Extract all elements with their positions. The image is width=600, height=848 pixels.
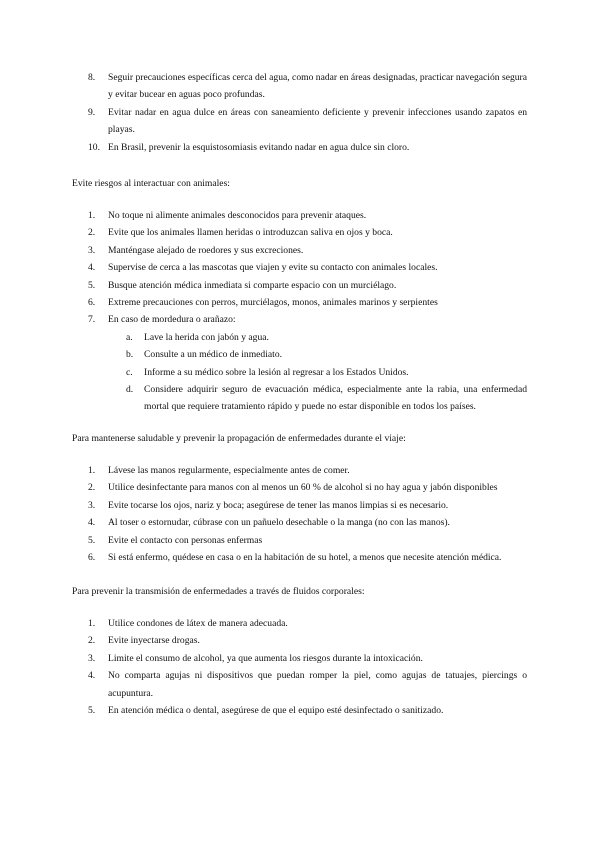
list-item-text: Lávese las manos regularmente, especialmente antes de comer. [108,465,350,476]
sub-list-item [0,381,600,416]
list-item-text: Evite inyectarse drogas. [108,635,200,647]
list-number: 4. [88,262,96,274]
sub-list-letter: c. [126,366,133,378]
list-item [0,549,600,566]
list-number: 10. [88,141,100,153]
list-item [0,104,600,139]
list-number: 6. [88,297,96,309]
list-item [0,69,600,104]
list-number: 6. [88,552,96,564]
sub-list-letter: a. [126,331,133,343]
list-item [0,277,600,294]
list-number: 9. [88,106,96,118]
list-item [0,497,600,514]
list-number: 2. [88,227,96,239]
list-item [0,632,600,649]
list-item-text: Utilice desinfectante para manos con al menos un 60 % de alcohol si no hay agua y jabón disponibles [108,482,498,494]
list-item [0,615,600,632]
sub-list-item [0,329,600,346]
list-item-text: Busque atención médica inmediata si comparte espacio con un murciélago. [108,279,397,291]
list-item-text: Manténgase alejado de roedores y sus excreciones. [108,244,304,256]
list-item-text: Evite el contacto con personas enfermas [108,534,263,546]
sub-list-item-text: Consulte a un médico de inmediato. [144,349,283,361]
list-item-text: No comparta agujas ni dispositivos que puedan romper la piel, como agujas de tatuajes, piercings o acupuntura. [108,670,527,699]
animal-risks-list [0,207,600,416]
sub-list-letter: b. [126,349,134,361]
sub-list-item-text: Lave la herida con jabón y agua. [144,331,269,343]
heading-healthy: Para mantenerse saludable y prevenir la propagación de enfermedades durante el viaje: [72,433,406,444]
list-number: 4. [88,517,96,529]
sub-list-item-text: Informe a su médico sobre la lesión al regresar a los Estados Unidos. [144,366,409,378]
list-item [0,311,600,328]
list-number: 1. [88,465,96,476]
list-item [0,207,600,224]
list-item-text: En caso de mordedura o arañazo: [108,314,236,326]
list-item [0,667,600,702]
list-number: 4. [88,670,96,682]
list-item-text: En atención médica o dental, asegúrese de que el equipo esté desinfectado o sanitizado. [108,705,444,717]
list-item-text: Seguir precauciones específicas cerca del agua, como nadar en áreas designadas, practicar navegación segura y evitar bucear en aguas poco profundas. [108,72,527,101]
sub-list-item-text: Considere adquirir seguro de evacuación médica, especialmente ante la rabia, una enfermedad mortal que requiere tratamiento rápido y puede no estar disponible en todos los países. [144,384,527,413]
list-number: 7. [88,314,96,326]
list-item-text: Extreme precauciones con perros, murciélagos, monos, animales marinos y serpientes [108,297,438,309]
list-item [0,514,600,531]
list-item [0,532,600,549]
list-number: 1. [88,210,96,221]
list-number: 3. [88,652,96,664]
list-item-text: Evite que los animales llamen heridas o introduzcan saliva en ojos y boca. [108,227,393,239]
list-item-text: Si está enfermo, quédese en casa o en la habitación de su hotel, a menos que necesite atención médica. [108,552,502,564]
list-item-text: Utilice condones de látex de manera adecuada. [108,618,288,629]
list-item [0,462,600,479]
list-item [0,242,600,259]
sub-list-letter: d. [126,384,134,396]
list-item [0,224,600,241]
list-item [0,259,600,276]
heading-animals: Evite riesgos al interactuar con animales: [72,178,230,189]
list-number: 3. [88,499,96,511]
water-safety-list [0,69,600,156]
healthy-travel-list [0,462,600,566]
list-number: 8. [88,72,96,83]
list-item [0,479,600,496]
list-number: 3. [88,244,96,256]
list-item-text: Limite el consumo de alcohol, ya que aumenta los riesgos durante la intoxicación. [108,652,423,664]
list-item-text: Evitar nadar en agua dulce en áreas con saneamiento deficiente y prevenir infecciones usando zapatos en playas. [108,106,527,136]
list-item [0,139,600,156]
list-item-text: No toque ni alimente animales desconocidos para prevenir ataques. [108,210,367,221]
list-item-text: En Brasil, prevenir la esquistosomiasis evitando nadar en agua dulce sin cloro. [108,141,410,153]
list-number: 2. [88,635,96,647]
list-item-text: Supervise de cerca a las mascotas que viajen y evite su contacto con animales locales. [108,262,438,274]
sub-list-item [0,364,600,381]
list-item [0,294,600,311]
list-number: 2. [88,482,96,494]
list-number: 5. [88,534,96,546]
heading-fluids: Para prevenir la transmisión de enfermedades a través de fluidos corporales: [72,586,365,597]
list-number: 5. [88,279,96,291]
list-item [0,702,600,719]
list-item-text: Al toser o estornudar, cúbrase con un pañuelo desechable o la manga (no con las manos). [108,517,450,529]
body-fluids-list [0,615,600,719]
list-number: 1. [88,618,96,629]
list-item-text: Evite tocarse los ojos, nariz y boca; asegúrese de tener las manos limpias si es necesario. [108,499,449,511]
list-number: 5. [88,705,96,717]
sub-list-item [0,346,600,363]
list-item [0,650,600,667]
